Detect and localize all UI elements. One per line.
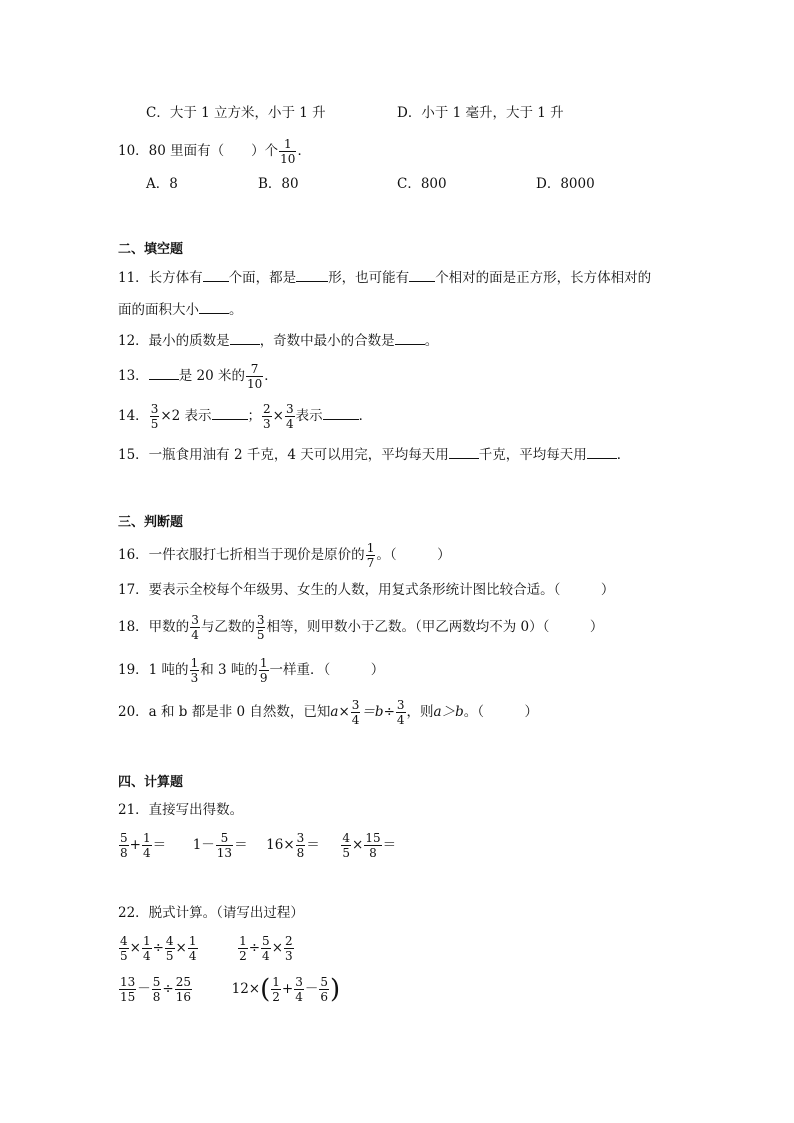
fraction: $\frac{3}{4}$ xyxy=(396,698,405,727)
fraction: $\frac{3}{4}$ xyxy=(351,698,360,727)
answer-blank[interactable] xyxy=(587,446,617,459)
answer-blank[interactable] xyxy=(323,407,359,420)
question-19: 19．1 吨的 $\frac{1}{3}$ 和 3 吨的 $\frac{1}{9}$ 一样重．（ ） xyxy=(118,656,385,685)
question-12: 12．最小的质数是 ，奇数中最小的合数是 。 xyxy=(118,333,439,349)
question-22-row-2 xyxy=(118,970,340,1008)
question-17: 17．要表示全校每个年级男、女生的人数，用复式条形统计图比较合适。（ ） xyxy=(118,582,615,598)
answer-blank[interactable] xyxy=(395,332,425,345)
answer-blank[interactable] xyxy=(199,301,229,314)
question-20: 20．a 和 b 都是非 0 自然数，已知a× $\frac{3}{4}$ ＝b÷ $\frac{3}{4}$ ，则a＞b。（ ） xyxy=(118,698,538,727)
answer-blank[interactable] xyxy=(212,407,248,420)
expr-4: $\frac{4}{5}$ × $\frac{15}{8}$ ＝ xyxy=(342,831,397,860)
question-11-line-2: 面的面积大小 。 xyxy=(118,302,243,318)
question-18: 18．甲数的 $\frac{3}{4}$ 与乙数的 $\frac{3}{5}$ 相等，则甲数小于乙数。（甲乙两数均不为 0）（ ） xyxy=(118,613,604,642)
answer-blank[interactable] xyxy=(449,446,479,459)
expr-3: 16× $\frac{3}{8}$ ＝ xyxy=(266,831,320,860)
expr-1: $\frac{5}{8}$ + $\frac{1}{4}$ ＝ xyxy=(120,831,167,860)
q10-option-d: D．8000 xyxy=(536,176,595,192)
question-13: 13． 是 20 米的 $\frac{7}{10}$ ． xyxy=(118,362,278,391)
expr-1: $\frac{4}{5}$ × $\frac{1}{4}$ ÷ $\frac{4}{5}$ × $\frac{1}{4}$ xyxy=(120,934,197,963)
fraction: $\frac{3}{5}$ xyxy=(256,613,265,642)
q10-option-b: B．80 xyxy=(258,176,299,192)
answer-blank[interactable] xyxy=(203,269,229,282)
q10-option-c: C．800 xyxy=(397,176,447,192)
section-heading-fill-in: 二、填空题 xyxy=(118,242,184,257)
fraction: $\frac{1}{10}$ xyxy=(280,137,296,166)
question-11: 11．长方体有 个面，都是 形，也可能有 个相对的面是正方形，长方体相对的 xyxy=(118,270,652,286)
expr-4: 12×( $\frac{1}{2}$ + $\frac{3}{4}$ － $\frac{5}{6}$ ) xyxy=(231,974,341,1005)
answer-blank[interactable] xyxy=(230,332,260,345)
fraction: $\frac{3}{4}$ xyxy=(285,402,294,431)
question-16: 16．一件衣服打七折相当于现价是原价的 $\frac{1}{7}$ 。（ ） xyxy=(118,541,451,570)
expr-2: $\frac{1}{2}$ ÷ $\frac{5}{4}$ × $\frac{2}{3}$ xyxy=(239,934,293,963)
fraction: $\frac{1}{9}$ xyxy=(259,656,268,685)
fraction: $\frac{1}{3}$ xyxy=(190,656,199,685)
question-14: 14． $\frac{3}{5}$ ×2 表示 ； $\frac{2}{3}$ × $\frac{3}{4}$ 表示 ． xyxy=(118,402,373,431)
q10-option-a: A．8 xyxy=(146,176,178,192)
question-15: 15．一瓶食用油有 2 千克，4 天可以用完，平均每天用 千克，平均每天用 ． xyxy=(118,447,631,463)
section-heading-true-false: 三、判断题 xyxy=(118,515,184,530)
q9-option-c: C．大于 1 立方米，小于 1 升 xyxy=(146,105,326,121)
fraction: $\frac{3}{5}$ xyxy=(150,402,159,431)
question-21-title: 21．直接写出得数。 xyxy=(118,802,244,818)
expr-2: 1－ $\frac{5}{13}$ ＝ xyxy=(192,831,248,860)
question-21-expressions xyxy=(118,827,396,863)
fraction: $\frac{1}{7}$ xyxy=(366,541,375,570)
expr-3: $\frac{13}{15}$ － $\frac{5}{8}$ ÷ $\frac{25}{16}$ xyxy=(120,975,192,1004)
fraction: $\frac{3}{4}$ xyxy=(191,613,199,642)
question-22-row-1 xyxy=(118,930,295,966)
section-heading-calculation: 四、计算题 xyxy=(118,775,184,790)
answer-blank[interactable] xyxy=(296,269,328,282)
q9-option-d: D．小于 1 毫升，大于 1 升 xyxy=(397,105,564,121)
answer-blank[interactable] xyxy=(149,367,179,380)
answer-blank[interactable] xyxy=(409,269,435,282)
question-10: 10．80 里面有（ ）个 $\frac{1}{10}$ ． xyxy=(118,137,311,166)
fraction: $\frac{2}{3}$ xyxy=(263,402,271,431)
fraction: $\frac{7}{10}$ xyxy=(246,362,263,391)
question-22-title: 22．脱式计算。（请写出过程） xyxy=(118,905,304,921)
